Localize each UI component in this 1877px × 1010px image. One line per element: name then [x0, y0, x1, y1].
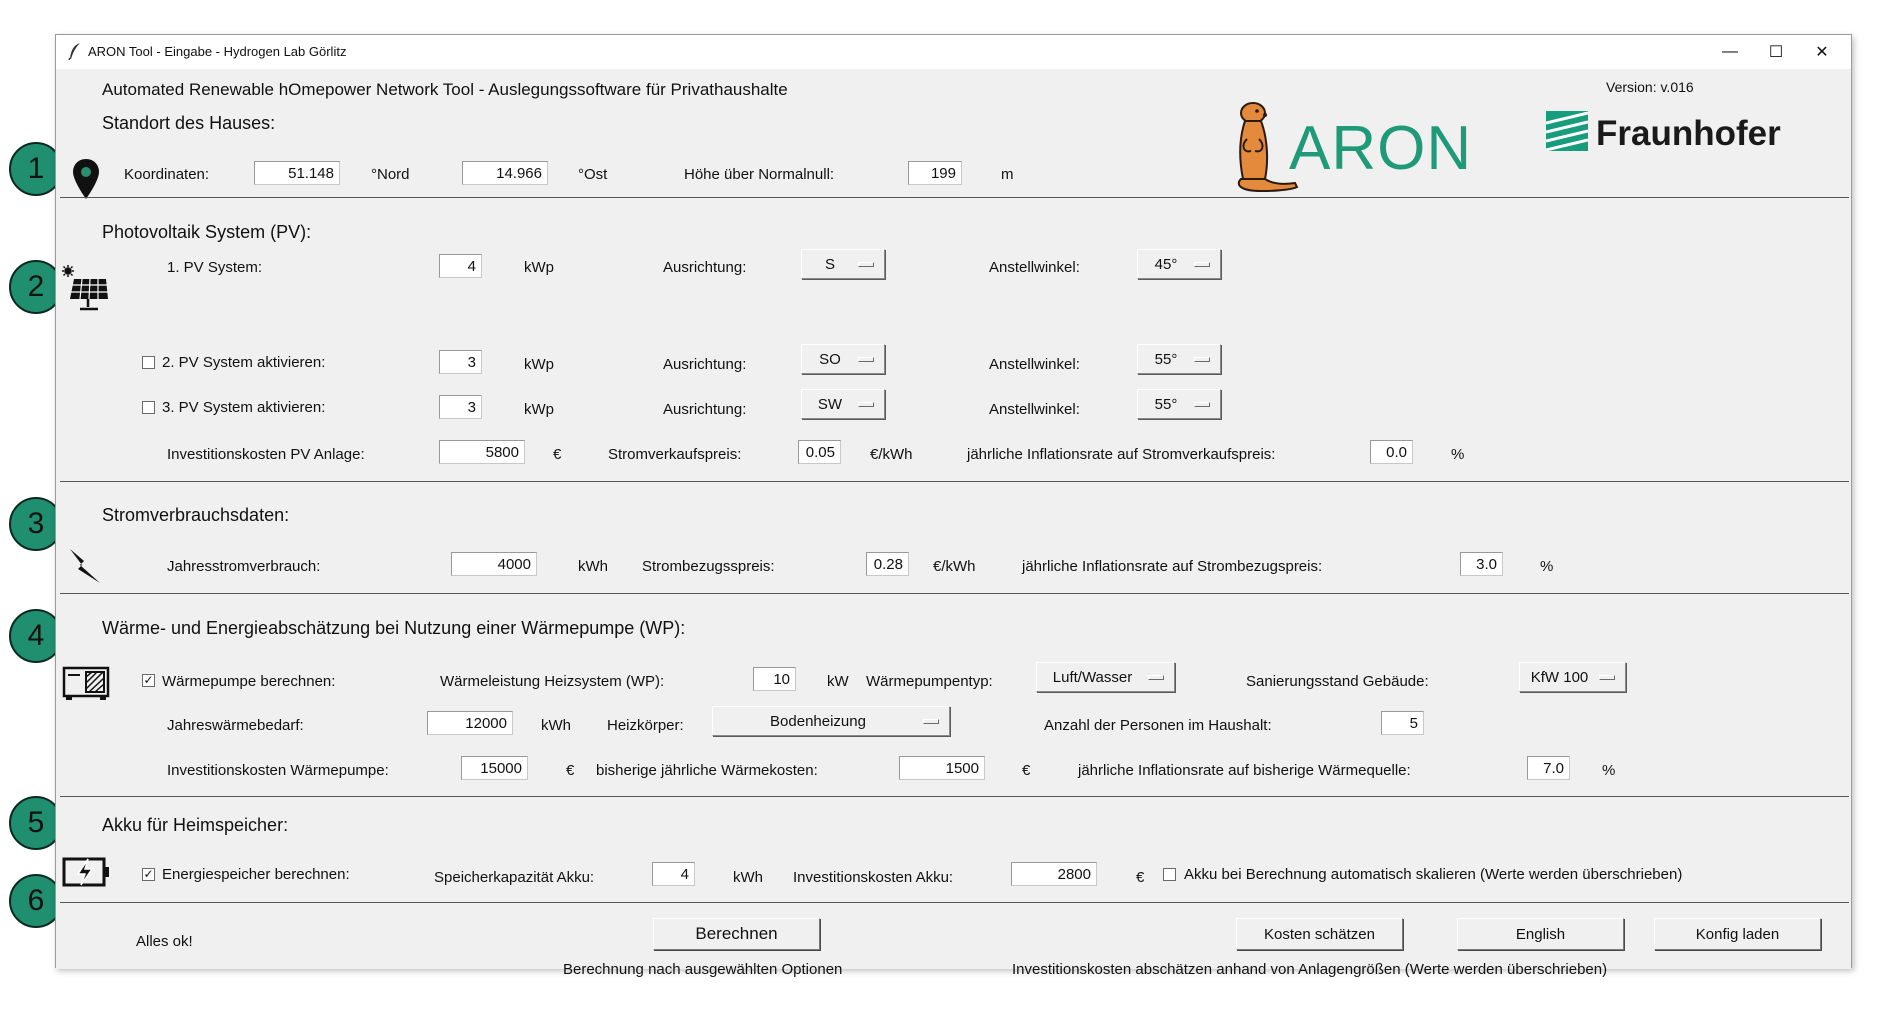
height-input[interactable]	[908, 161, 962, 185]
heat-demand-input[interactable]	[427, 711, 513, 735]
heatpump-type-label: Wärmepumpentyp:	[866, 673, 993, 690]
dropdown-indicator-icon	[1194, 357, 1210, 362]
calculate-button[interactable]	[653, 918, 820, 950]
pv3-orientation-value: SW	[817, 395, 843, 413]
calculate-hint: Berechnung nach ausgewählten Optionen	[563, 961, 843, 978]
pv1-angle-value: 45°	[1154, 255, 1178, 273]
separator	[60, 197, 1849, 198]
battery-calc-label: Energiespeicher berechnen:	[162, 866, 350, 883]
battery-autoscale-label: Akku bei Berechnung automatisch skalieren (Werte werden überschrieben)	[1184, 866, 1683, 883]
separator	[60, 902, 1849, 903]
sell-inflation-unit: %	[1451, 446, 1465, 463]
pv2-angle-value: 55°	[1154, 350, 1178, 368]
persons-input[interactable]	[1381, 711, 1424, 735]
pv3-angle-select[interactable]	[1137, 389, 1221, 419]
latitude-input[interactable]	[254, 161, 340, 185]
battery-invest-label: Investitionskosten Akku:	[793, 869, 954, 886]
pv1-angle-select[interactable]	[1137, 249, 1221, 279]
heating-power-unit: kW	[827, 673, 849, 690]
pv1-orientation-label: Ausrichtung:	[663, 259, 747, 276]
step-badge-number: 2	[27, 270, 45, 303]
english-button-label: English	[1515, 925, 1566, 943]
pv1-orientation-value: S	[824, 255, 835, 273]
heat-pump-icon	[62, 665, 112, 701]
height-label: Höhe über Normalnull:	[684, 166, 835, 183]
radiator-select[interactable]	[712, 706, 950, 736]
pv3-orientation-label: Ausrichtung:	[663, 401, 747, 418]
battery-capacity-input[interactable]	[652, 862, 695, 886]
estimate-hint: Investitionskosten abschätzen anhand von Anlagengrößen (Werte werden überschrieben)	[1012, 961, 1608, 978]
pv2-orientation-label: Ausrichtung:	[663, 356, 747, 373]
step-badge-number: 4	[27, 619, 45, 652]
pv-invest-label: Investitionskosten PV Anlage:	[167, 446, 365, 463]
pv2-label: 2. PV System aktivieren:	[162, 354, 326, 371]
renovation-select[interactable]	[1519, 662, 1626, 692]
battery-charging-icon	[62, 856, 112, 888]
heat-heading: Wärme- und Energieabschätzung bei Nutzung einer Wärmepumpe (WP):	[102, 618, 686, 638]
pv-invest-input[interactable]	[439, 440, 525, 464]
step-badge-number: 6	[27, 884, 45, 917]
sell-price-unit: €/kWh	[870, 446, 913, 463]
english-button[interactable]	[1457, 918, 1624, 950]
pv-heading: Photovoltaik System (PV):	[102, 222, 312, 242]
location-pin-icon	[73, 159, 99, 199]
version-label: Version: v.016	[1606, 79, 1694, 95]
pv3-kwp-unit: kWp	[524, 401, 554, 418]
fraunhofer-logo-text: Fraunhofer	[1596, 114, 1781, 153]
renovation-label: Sanierungsstand Gebäude:	[1246, 673, 1429, 690]
battery-heading: Akku für Heimspeicher:	[102, 815, 289, 835]
dropdown-indicator-icon	[1194, 402, 1210, 407]
step-badge-number: 5	[27, 806, 45, 839]
prev-heat-cost-currency: €	[1022, 762, 1031, 779]
pv2-angle-select[interactable]	[1137, 344, 1221, 374]
step-badge-number: 3	[27, 507, 45, 540]
estimate-costs-button[interactable]	[1236, 918, 1403, 950]
heat-inflation-label: jährliche Inflationsrate auf bisherige Wärmequelle:	[1078, 762, 1411, 779]
pv3-angle-label: Anstellwinkel:	[989, 401, 1080, 418]
lightning-icon	[66, 547, 104, 585]
annual-consumption-label: Jahresstromverbrauch:	[167, 558, 321, 575]
sell-price-input[interactable]	[798, 440, 841, 464]
pv1-kwp-input[interactable]	[439, 254, 482, 278]
purchase-price-unit: €/kWh	[933, 558, 976, 575]
pv2-kwp-input[interactable]	[439, 350, 482, 374]
purchase-inflation-label: jährliche Inflationsrate auf Strombezugspreis:	[1022, 558, 1323, 575]
maximize-button[interactable]: ☐	[1768, 44, 1784, 61]
annual-consumption-unit: kWh	[578, 558, 608, 575]
pv2-orientation-value: SO	[819, 350, 841, 368]
heat-inflation-unit: %	[1602, 762, 1616, 779]
pv-invest-currency: €	[553, 446, 562, 463]
minimize-button[interactable]: —	[1722, 43, 1738, 60]
sell-price-label: Stromverkaufspreis:	[608, 446, 742, 463]
pv3-label: 3. PV System aktivieren:	[162, 399, 326, 416]
heatpump-type-select[interactable]	[1036, 662, 1175, 692]
heating-power-label: Wärmeleistung Heizsystem (WP):	[440, 673, 665, 690]
prev-heat-cost-input[interactable]	[899, 756, 985, 780]
renovation-value: KfW 100	[1530, 668, 1589, 686]
pv1-kwp-unit: kWp	[524, 259, 554, 276]
solar-panel-icon	[62, 265, 108, 311]
aron-window	[55, 34, 1852, 978]
purchase-inflation-input[interactable]	[1460, 552, 1503, 576]
feather-icon	[68, 42, 82, 60]
heatpump-calc-label: Wärmepumpe berechnen:	[162, 673, 336, 690]
aron-logo-text: ARON	[1289, 114, 1473, 183]
dropdown-indicator-icon	[1194, 262, 1210, 267]
prev-heat-cost-label: bisherige jährliche Wärmekosten:	[596, 762, 818, 779]
pv3-orientation-select[interactable]	[801, 389, 885, 419]
battery-capacity-label: Speicherkapazität Akku:	[434, 869, 595, 886]
heat-inflation-input[interactable]	[1527, 756, 1570, 780]
heating-power-input[interactable]	[753, 667, 796, 691]
estimate-costs-button-label: Kosten schätzen	[1264, 925, 1375, 943]
persons-label: Anzahl der Personen im Haushalt:	[1044, 717, 1272, 734]
pv3-kwp-input[interactable]	[439, 395, 482, 419]
pv2-orientation-select[interactable]	[801, 344, 885, 374]
heat-demand-unit: kWh	[541, 717, 571, 734]
battery-autoscale-checkbox[interactable]	[1163, 868, 1176, 881]
heatpump-calc-checkbox[interactable]: ✓	[143, 673, 154, 687]
pv1-angle-label: Anstellwinkel:	[989, 259, 1080, 276]
battery-calc-checkbox[interactable]: ✓	[143, 867, 154, 881]
close-button[interactable]: ✕	[1815, 44, 1829, 61]
dropdown-indicator-icon	[1599, 675, 1615, 680]
radiator-label: Heizkörper:	[607, 717, 684, 734]
load-config-button[interactable]	[1654, 918, 1821, 950]
battery-invest-input[interactable]	[1011, 862, 1097, 886]
separator	[60, 593, 1849, 594]
purchase-price-label: Strombezugsspreis:	[642, 558, 775, 575]
sell-inflation-label: jährliche Inflationsrate auf Stromverkaufspreis:	[967, 446, 1276, 463]
sell-inflation-input[interactable]	[1370, 440, 1413, 464]
heatpump-invest-input[interactable]	[461, 756, 528, 780]
pv1-label: 1. PV System:	[167, 259, 263, 276]
heatpump-invest-currency: €	[566, 762, 575, 779]
main-panel	[56, 69, 1851, 978]
pv3-angle-value: 55°	[1154, 395, 1178, 413]
battery-capacity-unit: kWh	[733, 869, 763, 886]
separator	[60, 796, 1849, 797]
app-title: Automated Renewable hOmepower Network Tool - Auslegungssoftware für Privathaushalte	[102, 80, 788, 99]
step-badge-number: 1	[27, 152, 45, 185]
purchase-inflation-unit: %	[1540, 558, 1554, 575]
location-heading: Standort des Hauses:	[102, 113, 276, 133]
pv2-angle-label: Anstellwinkel:	[989, 356, 1080, 373]
dropdown-indicator-icon	[858, 262, 874, 267]
load-config-button-label: Konfig laden	[1695, 925, 1780, 943]
latitude-unit: °Nord	[371, 166, 410, 183]
window-title: ARON Tool - Eingabe - Hydrogen Lab Görlitz	[88, 44, 347, 59]
longitude-input[interactable]	[462, 161, 548, 185]
coordinates-label: Koordinaten:	[124, 166, 210, 183]
dropdown-indicator-icon	[858, 357, 874, 362]
title-bar[interactable]	[56, 35, 1851, 69]
longitude-unit: °Ost	[578, 166, 608, 183]
heatpump-invest-label: Investitionskosten Wärmepumpe:	[167, 762, 389, 779]
dropdown-indicator-icon	[923, 719, 939, 724]
pv3-activate-checkbox[interactable]	[142, 401, 155, 414]
calculate-button-label: Berechnen	[695, 924, 778, 943]
heat-demand-label: Jahreswärmebedarf:	[167, 717, 304, 734]
status-text: Alles ok!	[136, 933, 193, 950]
dropdown-indicator-icon	[1148, 675, 1164, 680]
battery-invest-currency: €	[1136, 869, 1145, 886]
consumption-heading: Stromverbrauchsdaten:	[102, 505, 290, 525]
annual-consumption-input[interactable]	[451, 552, 537, 576]
pv1-orientation-select[interactable]	[801, 249, 885, 279]
pv2-activate-checkbox[interactable]	[142, 356, 155, 369]
radiator-value: Bodenheizung	[770, 712, 866, 730]
dropdown-indicator-icon	[858, 402, 874, 407]
heatpump-type-value: Luft/Wasser	[1052, 668, 1133, 686]
fraunhofer-logo-icon	[1546, 111, 1588, 151]
separator	[60, 481, 1849, 482]
purchase-price-input[interactable]	[866, 552, 909, 576]
height-unit: m	[1001, 166, 1014, 183]
pv2-kwp-unit: kWp	[524, 356, 554, 373]
